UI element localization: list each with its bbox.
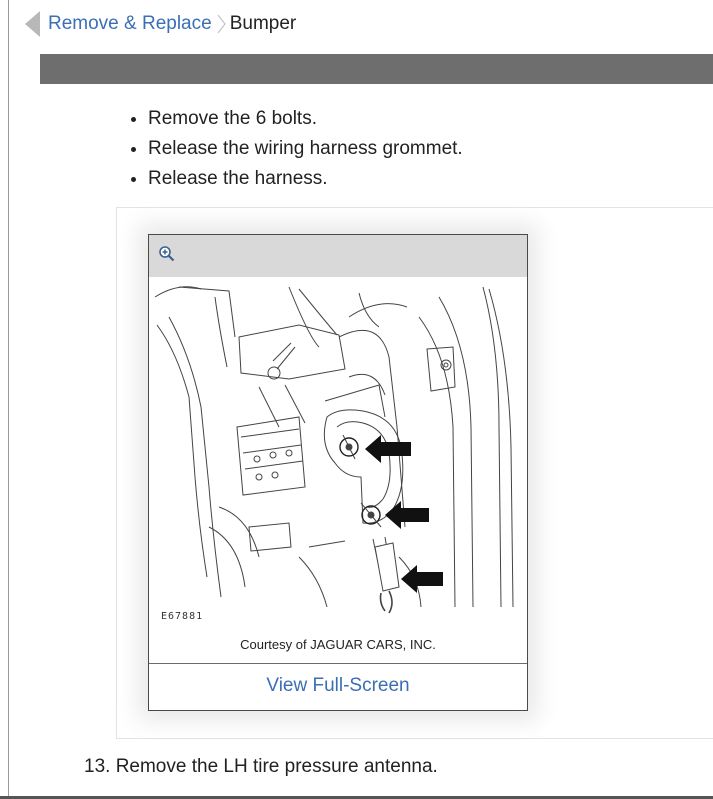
figure-toolbar (149, 235, 527, 277)
card-divider (149, 663, 527, 664)
bumper-illustration[interactable] (149, 277, 527, 627)
figure-code: E67881 (161, 611, 204, 622)
instruction-list (118, 104, 463, 194)
instruction-item: • Remove the 6 bolts. (148, 104, 463, 134)
window-left-edge (0, 0, 9, 799)
back-arrow-icon[interactable] (22, 9, 42, 39)
section-header-bar (40, 54, 713, 84)
figure-courtesy: Courtesy of JAGUAR CARS, INC. (240, 637, 436, 652)
instruction-item: • Release the harness. (148, 164, 463, 194)
step-13-text: 13. Remove the LH tire pressure antenna. (84, 756, 438, 777)
figure-card (148, 234, 528, 711)
breadcrumb-current-bumper: Bumper (229, 13, 297, 34)
breadcrumb-link-remove-replace[interactable]: Remove & Replace (48, 13, 212, 34)
chevron-right-icon (214, 12, 228, 36)
breadcrumb (22, 8, 296, 40)
zoom-in-icon[interactable] (158, 245, 176, 263)
view-fullscreen-link[interactable]: View Full-Screen (266, 675, 410, 696)
instruction-item: • Release the wiring harness grommet. (148, 134, 463, 164)
